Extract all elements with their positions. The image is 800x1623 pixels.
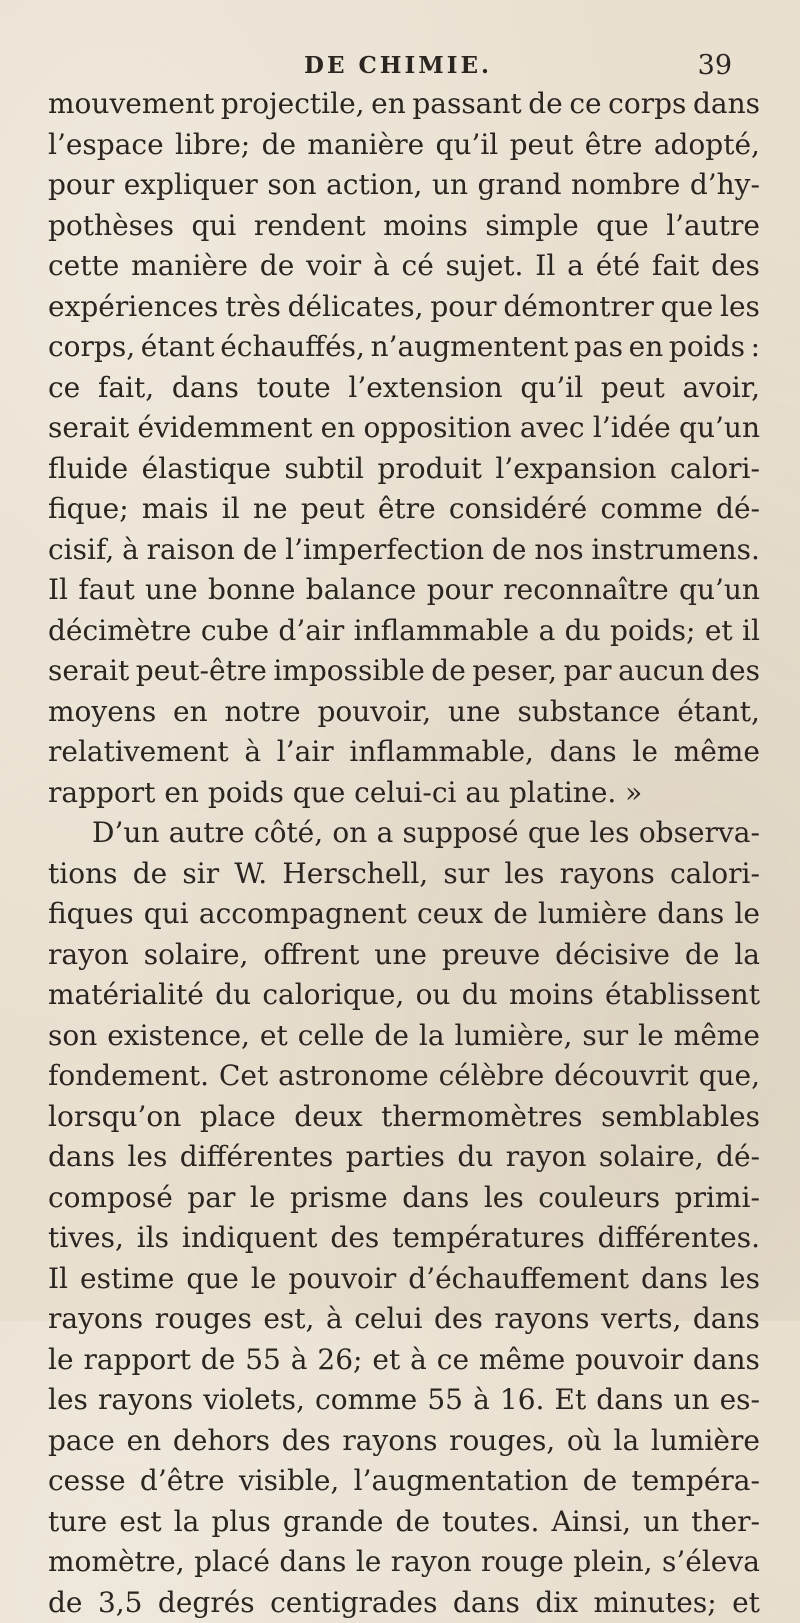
text-line: fique; mais il ne peut être considéré comme dé- bbox=[48, 489, 760, 530]
text-line: pace en dehors des rayons rouges, où la lumière bbox=[48, 1421, 760, 1462]
text-line: rayon solaire, offrent une preuve décisive de la bbox=[48, 935, 760, 976]
text-line: expériences très délicates, pour démontrer que les bbox=[48, 287, 760, 328]
text-line: ture est la plus grande de toutes. Ainsi, un ther- bbox=[48, 1502, 760, 1543]
text-line: dans les différentes parties du rayon solaire, dé- bbox=[48, 1137, 760, 1178]
text-line: mouvement projectile, en passant de ce corps dans bbox=[48, 84, 760, 125]
text-line: tions de sir W. Herschell, sur les rayons calori- bbox=[48, 854, 760, 895]
text-line: momètre, placé dans le rayon rouge plein, s’éleva bbox=[48, 1542, 760, 1583]
text-line: moyens en notre pouvoir, une substance étant, bbox=[48, 692, 760, 733]
text-line: composé par le prisme dans les couleurs primi- bbox=[48, 1178, 760, 1219]
text-line: fluide élastique subtil produit l’expansion calori- bbox=[48, 449, 760, 490]
text-line: cesse d’être visible, l’augmentation de tempéra- bbox=[48, 1461, 760, 1502]
text-line: serait peut-être impossible de peser, par aucun des bbox=[48, 651, 760, 692]
text-line: son existence, et celle de la lumière, sur le même bbox=[48, 1016, 760, 1057]
text-line: de 3,5 degrés centigrades dans dix minutes; et bbox=[48, 1583, 760, 1623]
page-number: 39 bbox=[698, 50, 732, 81]
text-line: Il estime que le pouvoir d’échauffement dans les bbox=[48, 1259, 760, 1300]
paragraph-end-line: rapport en poids que celui-ci au platine. » bbox=[48, 773, 760, 814]
text-line: l’espace libre; de manière qu’il peut être adopté, bbox=[48, 125, 760, 166]
text-line: fiques qui accompagnent ceux de lumière dans le bbox=[48, 894, 760, 935]
text-line: le rapport de 55 à 26; et à ce même pouvoir dans bbox=[48, 1340, 760, 1381]
text-line: Il faut une bonne balance pour reconnaître qu’un bbox=[48, 570, 760, 611]
text-line: les rayons violets, comme 55 à 16. Et dans un es- bbox=[48, 1380, 760, 1421]
text-line: relativement à l’air inflammable, dans le même bbox=[48, 732, 760, 773]
body-text bbox=[48, 84, 760, 1623]
text-line: cette manière de voir à cé sujet. Il a été fait des bbox=[48, 246, 760, 287]
text-line: rayons rouges est, à celui des rayons verts, dans bbox=[48, 1299, 760, 1340]
text-line: tives, ils indiquent des températures différentes. bbox=[48, 1218, 760, 1259]
text-line: serait évidemment en opposition avec l’idée qu’un bbox=[48, 408, 760, 449]
text-line: lorsqu’on place deux thermomètres semblables bbox=[48, 1097, 760, 1138]
text-line: pothèses qui rendent moins simple que l’autre bbox=[48, 206, 760, 247]
paragraph-start-line: D’un autre côté, on a supposé que les observa- bbox=[48, 813, 760, 854]
text-line: cisif, à raison de l’imperfection de nos instrumens. bbox=[48, 530, 760, 571]
text-line: corps, étant échauffés, n’augmentent pas en poids : bbox=[48, 327, 760, 368]
text-line: ce fait, dans toute l’extension qu’il peut avoir, bbox=[48, 368, 760, 409]
running-head bbox=[248, 48, 732, 82]
text-line: pour expliquer son action, un grand nombre d’hy- bbox=[48, 165, 760, 206]
running-title: DE CHIMIE. bbox=[304, 52, 492, 79]
text-line: matérialité du calorique, ou du moins établissent bbox=[48, 975, 760, 1016]
text-line: fondement. Cet astronome célèbre découvrit que, bbox=[48, 1056, 760, 1097]
text-line: décimètre cube d’air inflammable a du poids; et il bbox=[48, 611, 760, 652]
